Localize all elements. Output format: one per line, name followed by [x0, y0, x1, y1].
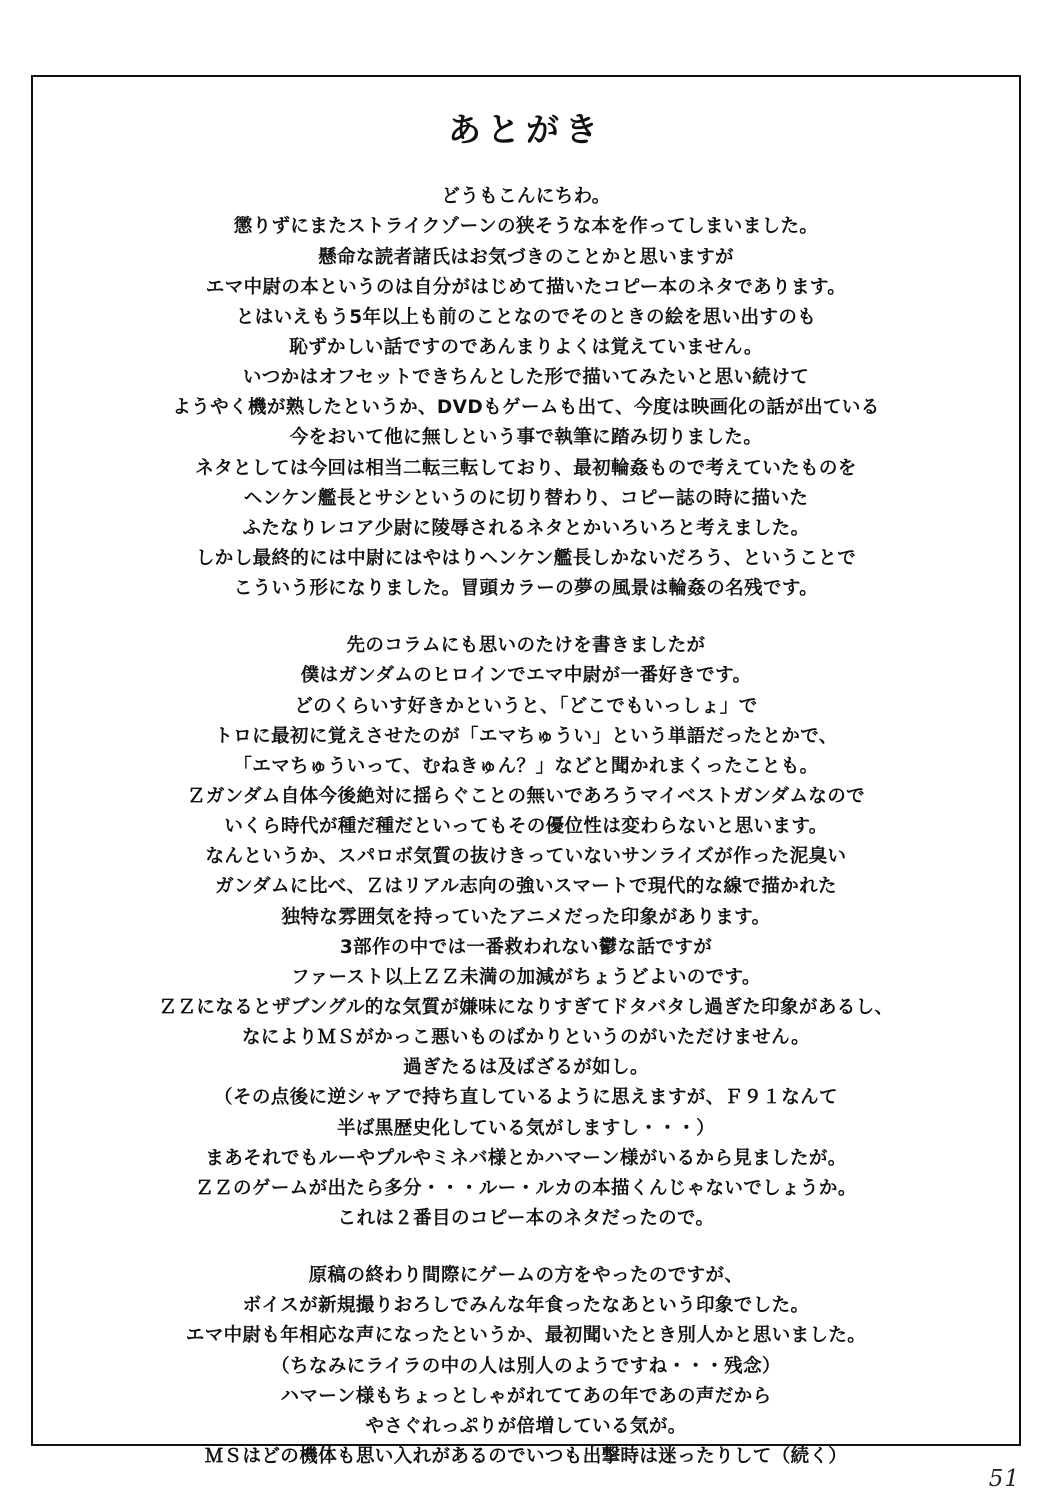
text-line: ネタとしては今回は相当二転三転しており、最初輪姦もので考えていたものを — [195, 457, 857, 479]
text-line: 半ば黒歴史化している気がしますし・・・） — [336, 1117, 715, 1139]
text-line: なんというか、スパロボ気質の抜けきっていないサンライズが作った泥臭い — [205, 846, 847, 868]
text-line: ＺＺのゲームが出たら多分・・・ルー・ルカの本描くんじゃないでしょうか。 — [195, 1177, 857, 1199]
text-line: なによりＭＳがかっこ悪いものばかりというのがいただけません。 — [241, 1027, 811, 1049]
text-line: （ちなみにライラの中の人は別人のようですね・・・残念） — [271, 1355, 781, 1377]
text-line: やさぐれっぷりが倍増している気が。 — [365, 1415, 687, 1437]
text-line: 懲りずにまたストライクゾーンの狭そうな本を作ってしまいました。 — [233, 216, 819, 238]
page-title: あとがき — [448, 110, 604, 149]
text-line: まあそれでもルーやプルやミネバ様とかハマーン様がいるから見ましたが。 — [205, 1147, 847, 1169]
page-number: 51 — [988, 1466, 1020, 1492]
text-line: ＭＳはどの機体も思い入れがあるのでいつも出撃時は迷ったりして（続く） — [204, 1445, 848, 1467]
paragraph-3 — [63, 1261, 989, 1472]
text-line: ハマーン様もちょっとしゃがれててあの年であの声だから — [280, 1385, 772, 1407]
text-line: ふたなりレコア少尉に陵辱されるネタとかいろいろと考えました。 — [242, 517, 810, 539]
paragraph-2 — [63, 631, 989, 1234]
paragraph-1 — [63, 182, 989, 604]
text-line: 先のコラムにも思いのたけを書きましたが — [346, 635, 706, 657]
text-line: 3部作の中では一番救われない鬱な話ですが — [339, 936, 713, 958]
text-line: とはいえもう5年以上も前のことなのでそのときの絵を思い出すのも — [235, 306, 817, 328]
text-line: 原稿の終わり間際にゲームの方をやったのですが、 — [308, 1265, 744, 1287]
text-line: （その点後に逆シャアで持ち直しているように思えますが、Ｆ９１なんて — [214, 1087, 838, 1109]
text-line: しかし最終的には中尉にはやはりヘンケン艦長しかないだろう、ということで — [195, 547, 857, 569]
text-line: 懸命な読者諸氏はお気づきのことかと思いますが — [318, 246, 734, 268]
text-line: どのくらいす好きかというと、「どこでもいっしょ」で — [294, 695, 758, 717]
text-line: どうもこんにちわ。 — [441, 186, 611, 208]
text-line: トロに最初に覚えさせたのが「エマちゅうい」という単語だったとかで、 — [214, 725, 838, 747]
text-line: ＺＺになるとザブングル的な気質が嫌味になりすぎてドタバタし過ぎた印象があるし、 — [158, 996, 894, 1018]
text-line: こういう形になりました。冒頭カラーの夢の風景は輪姦の名残です。 — [233, 578, 819, 600]
text-line: ヘンケン艦長とサシというのに切り替わり、コピー誌の時に描いた — [243, 487, 809, 509]
text-line: ファースト以上ＺＺ未満の加減がちょうどよいのです。 — [291, 966, 761, 988]
text-line: Ｚガンダム自体今後絶対に揺らぐことの無いであろうマイベストガンダムなので — [187, 785, 865, 807]
text-line: 「エマちゅういって、むねきゅん？」などと聞かれまくったことも。 — [233, 755, 819, 777]
text-line: いくら時代が種だ種だといってもその優位性は変わらないと思います。 — [224, 816, 828, 838]
text-line: ガンダムに比べ、Ｚはリアル志向の強いスマートで現代的な線で描かれた — [215, 876, 837, 898]
text-line: 今をおいて他に無しという事で執筆に踏み切りました。 — [289, 427, 763, 449]
text-line: 僕はガンダムのヒロインでエマ中尉が一番好きです。 — [300, 665, 752, 687]
text-line: ようやく機が熟したというか、DVDもゲームも出て、今度は映画化の話が出ている — [172, 397, 880, 419]
text-line: いつかはオフセットできちんとした形で描いてみたいと思い続けて — [242, 367, 810, 389]
text-line: ボイスが新規撮りおろしでみんな年食ったなあという印象でした。 — [242, 1295, 810, 1317]
text-line: これは２番目のコピー本のネタだったので。 — [337, 1207, 715, 1229]
text-line: エマ中尉の本というのは自分がはじめて描いたコピー本のネタであります。 — [205, 276, 847, 298]
text-line: 過ぎたるは及ばざるが如し。 — [403, 1057, 649, 1079]
text-line: 独特な雰囲気を持っていたアニメだった印象があります。 — [281, 906, 771, 928]
afterword-content — [33, 77, 1019, 1467]
text-line: 恥ずかしい話ですのであんまりよくは覚えていません。 — [289, 337, 763, 358]
text-line: エマ中尉も年相応な声になったというか、最初聞いたとき別人かと思いました。 — [185, 1325, 867, 1347]
